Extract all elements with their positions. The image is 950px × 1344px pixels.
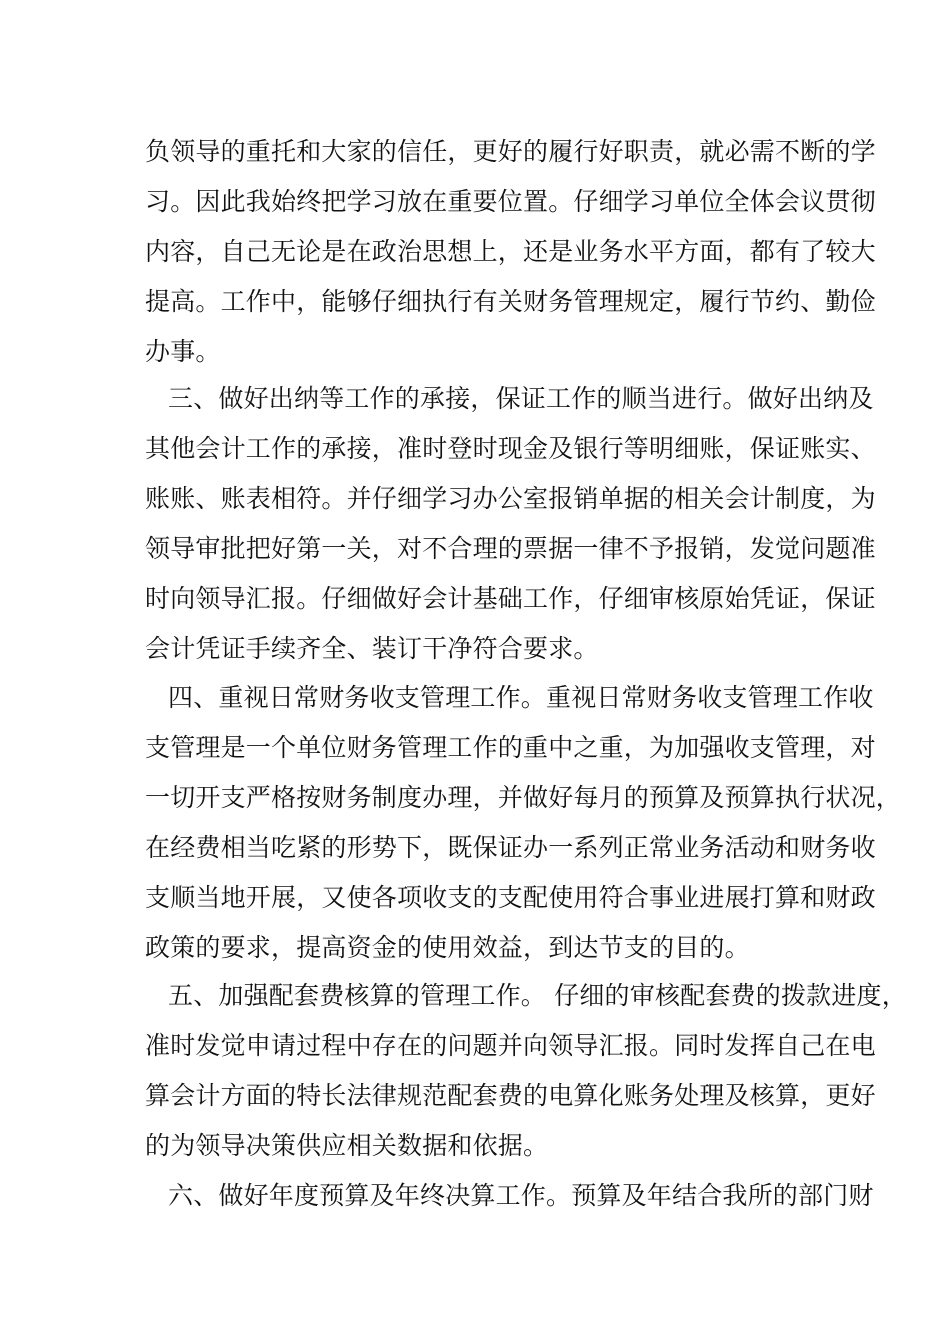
text-line: 在经费相当吃紧的形势下，既保证办一系列正常业务活动和财务收 bbox=[145, 833, 876, 862]
text-line: 支顺当地开展，又使各项收支的支配使用符合事业进展打算和财政 bbox=[145, 883, 876, 912]
text-line: 办事。 bbox=[145, 337, 221, 366]
text-line: 一切开支严格按财务制度办理，并做好每月的预算及预算执行状况， bbox=[145, 783, 902, 812]
text-line: 的为领导决策供应相关数据和依据。 bbox=[145, 1131, 549, 1160]
text-line: 准时发觉申请过程中存在的问题并向领导汇报。同时发挥自己在电 bbox=[145, 1031, 876, 1060]
text-line: 账账、账表相符。并仔细学习办公室报销单据的相关会计制度，为 bbox=[145, 484, 876, 513]
paragraph-4-heading-line: 四、重视日常财务收支管理工作。重视日常财务收支管理工作收 bbox=[168, 683, 874, 712]
text-line: 习。因此我始终把学习放在重要位置。仔细学习单位全体会议贯彻 bbox=[145, 187, 876, 216]
text-line: 支管理是一个单位财务管理工作的重中之重，为加强收支管理，对 bbox=[145, 733, 876, 762]
text-line: 提高。工作中，能够仔细执行有关财务管理规定，履行节约、勤俭 bbox=[145, 287, 876, 316]
paragraph-5-heading-line: 五、加强配套费核算的管理工作。 仔细的审核配套费的拨款进度， bbox=[168, 981, 907, 1010]
text-line: 其他会计工作的承接，准时登时现金及银行等明细账，保证账实、 bbox=[145, 434, 876, 463]
text-line: 负领导的重托和大家的信任，更好的履行好职责，就必需不断的学 bbox=[145, 137, 876, 166]
paragraph-3-heading-line: 三、做好出纳等工作的承接，保证工作的顺当进行。做好出纳及 bbox=[168, 384, 874, 413]
paragraph-6-heading-line: 六、做好年度预算及年终决算工作。预算及年结合我所的部门财 bbox=[168, 1181, 874, 1210]
text-line: 算会计方面的特长法律规范配套费的电算化账务处理及核算，更好 bbox=[145, 1081, 876, 1110]
text-line: 内容，自己无论是在政治思想上，还是业务水平方面，都有了较大 bbox=[145, 237, 876, 266]
text-line: 政策的要求，提高资金的使用效益，到达节支的目的。 bbox=[145, 933, 750, 962]
text-line: 时向领导汇报。仔细做好会计基础工作，仔细审核原始凭证，保证 bbox=[145, 584, 876, 613]
text-line: 会计凭证手续齐全、装订干净符合要求。 bbox=[145, 634, 599, 663]
text-line: 领导审批把好第一关，对不合理的票据一律不予报销，发觉问题准 bbox=[145, 534, 876, 563]
